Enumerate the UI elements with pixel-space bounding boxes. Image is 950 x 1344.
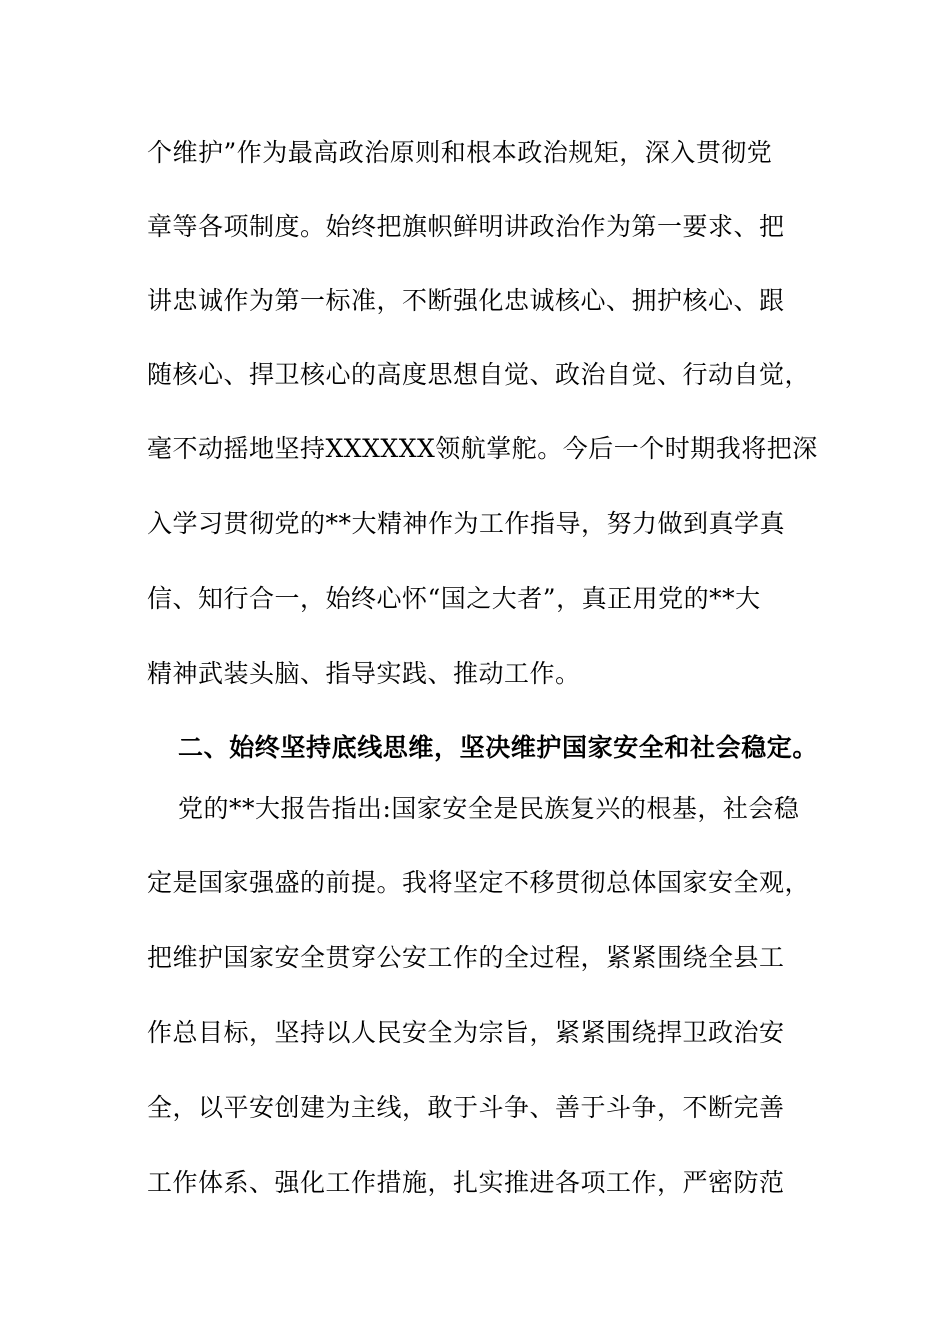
paragraph-line: 章等各项制度。始终把旗帜鲜明讲政治作为第一要求、把 (147, 212, 785, 241)
section-heading: 二、始终坚持底线思维，坚决维护国家安全和社会稳定。 (178, 733, 819, 762)
paragraph-line: 定是国家强盛的前提。我将坚定不移贯彻总体国家安全观， (147, 868, 811, 897)
paragraph-line: 工作体系、强化工作措施，扎实推进各项工作，严密防范 (147, 1168, 785, 1197)
paragraph-line: 个维护”作为最高政治原则和根本政治规矩，深入贯彻党 (147, 138, 773, 167)
paragraph-line: 把维护国家安全贯穿公安工作的全过程，紧紧围绕全县工 (147, 943, 785, 972)
paragraph-line: 全，以平安创建为主线，敢于斗争、善于斗争，不断完善 (147, 1093, 785, 1122)
paragraph-line: 入学习贯彻党的**大精神作为工作指导，努力做到真学真 (147, 509, 786, 538)
paragraph-line: 毫不动摇地坚持XXXXXX领航掌舵。今后一个时期我将把深 (147, 434, 818, 463)
paragraph-line: 精神武装头脑、指导实践、推动工作。 (147, 659, 581, 688)
paragraph-line: 随核心、捍卫核心的高度思想自觉、政治自觉、行动自觉， (147, 360, 811, 389)
paragraph-line: 信、知行合一，始终心怀“国之大者”，真正用党的**大 (147, 584, 761, 613)
paragraph-line: 党的**大报告指出:国家安全是民族复兴的根基，社会稳 (178, 794, 800, 823)
paragraph-line: 作总目标，坚持以人民安全为宗旨，紧紧围绕捍卫政治安 (147, 1018, 785, 1047)
paragraph-line: 讲忠诚作为第一标准，不断强化忠诚核心、拥护核心、跟 (147, 286, 785, 315)
